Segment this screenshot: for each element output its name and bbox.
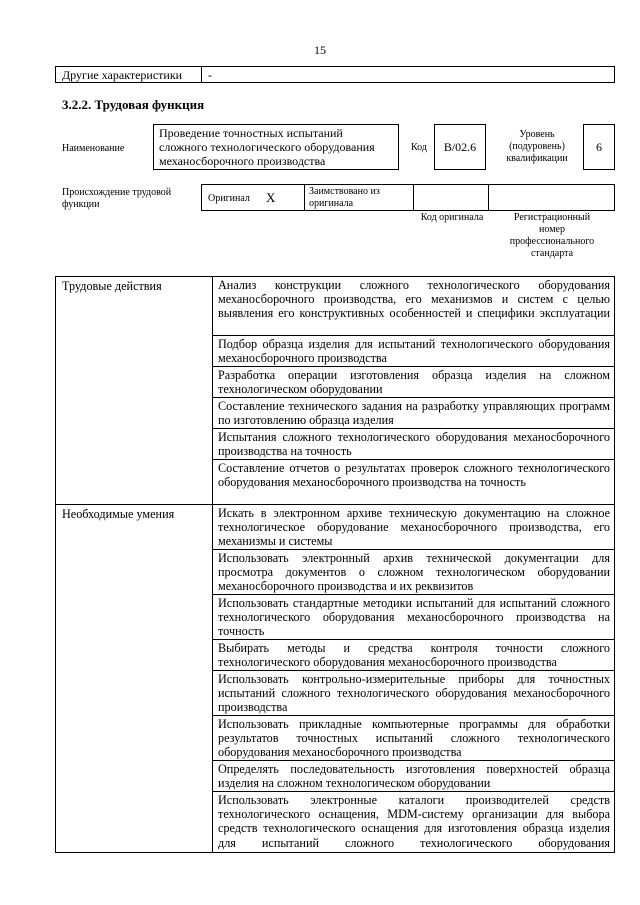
section-title: 3.2.2. Трудовая функция — [62, 97, 205, 112]
level-label: Уровень (подуровень) квалификации — [506, 129, 568, 164]
labor-action-text: Разработка операции изготовления образца изделия на сложном технологическом оборудовании — [218, 368, 610, 397]
labor-action-item — [213, 336, 615, 367]
required-skills-label: Необходимые умения — [56, 505, 213, 853]
skill-text: Использовать прикладные компьютерные программы для обработки результатов точностных испытаний сложного технологического оборудования механосборочного производства — [218, 717, 610, 760]
labor-action-item — [213, 429, 615, 460]
labor-action-item — [213, 398, 615, 429]
skill-item — [213, 671, 615, 716]
skill-item — [213, 550, 615, 595]
skill-text: Использовать электронный архив технической документации для просмотра документов о сложном технологическом оборудовании механосборочного производства и их реквизитов — [218, 551, 610, 594]
original-mark: X — [266, 190, 276, 205]
original-code-caption: Код оригинала — [420, 212, 484, 223]
skill-text: Использовать стандартные методики испытаний для испытаний сложного технологического оборудования механосборочного производства на точность — [218, 596, 610, 639]
skill-item — [213, 640, 615, 671]
skill-text: Искать в электронном архиве техническую документацию на сложное технологическое оборудование механосборочного производства, его механизмы и системы — [218, 506, 610, 549]
labor-actions-label: Трудовые действия — [56, 277, 213, 505]
other-characteristics-value-cell — [201, 66, 615, 83]
labor-action-text: Составление технического задания на разработку управляющих программ по изготовлению образца изделия — [218, 399, 610, 428]
code-box — [434, 124, 486, 170]
function-details-table — [55, 276, 615, 853]
skill-text: Выбирать методы и средства контроля точности сложного технологического оборудования механосборочного производства — [218, 641, 610, 670]
table-row — [56, 505, 615, 550]
labor-action-item — [213, 277, 615, 336]
skill-item — [213, 716, 615, 761]
other-characteristics-label: Другие характеристики — [62, 68, 183, 82]
labor-action-text: Испытания сложного технологического оборудования механосборочного производства на точность — [218, 430, 610, 459]
skill-item — [213, 792, 615, 853]
level-value: 6 — [596, 140, 602, 154]
reg-number-box — [488, 184, 615, 211]
skill-item — [213, 505, 615, 550]
other-characteristics-label-cell — [55, 66, 202, 83]
origin-label: Происхождение трудовой функции — [62, 187, 172, 210]
code-label: Код — [411, 142, 427, 153]
labor-action-text: Анализ конструкции сложного технологического оборудования механосборочного производства, его механизмов и систем с целью выявления его конструктивных особенностей и специфики эксплуатации — [218, 278, 610, 321]
original-code-box — [413, 184, 489, 211]
borrowed-label: Заимствовано из оригинала — [309, 186, 380, 209]
function-name: Проведение точностных испытаний сложного технологического оборудования механосборочного производства — [159, 126, 375, 168]
skill-item — [213, 761, 615, 792]
other-characteristics-value: - — [208, 68, 212, 82]
name-label: Наименование — [62, 143, 125, 154]
skill-text: Определять последовательность изготовления поверхностей образца изделия на сложном технологическом оборудовании — [218, 762, 610, 791]
original-label: Оригинал — [208, 193, 250, 204]
borrowed-box — [304, 184, 414, 211]
code-value: B/02.6 — [443, 140, 477, 154]
original-box — [201, 184, 305, 211]
labor-action-item — [213, 367, 615, 398]
level-box — [583, 124, 615, 170]
reg-number-caption: Регистрационный номер профессионального стандарта — [509, 212, 595, 259]
skill-item — [213, 595, 615, 640]
table-row — [56, 277, 615, 336]
skill-text: Использовать электронные каталоги производителей средств технологического оснащения, MDM-систему организации для выбора средств технологического оснащения для изготовления образца изделия для испытаний сложного технологического оборудования — [218, 793, 610, 850]
skill-text: Использовать контрольно-измерительные приборы для точностных испытаний сложного технологического оборудования механосборочного производства — [218, 672, 610, 715]
labor-action-text: Подбор образца изделия для испытаний технологического оборудования механосборочного производства — [218, 337, 610, 366]
page-number: 15 — [314, 43, 326, 57]
function-name-box — [153, 124, 399, 170]
labor-action-text: Составление отчетов о результатах проверок сложного технологического оборудования механосборочного производства на точность — [218, 461, 610, 490]
labor-action-item — [213, 460, 615, 505]
